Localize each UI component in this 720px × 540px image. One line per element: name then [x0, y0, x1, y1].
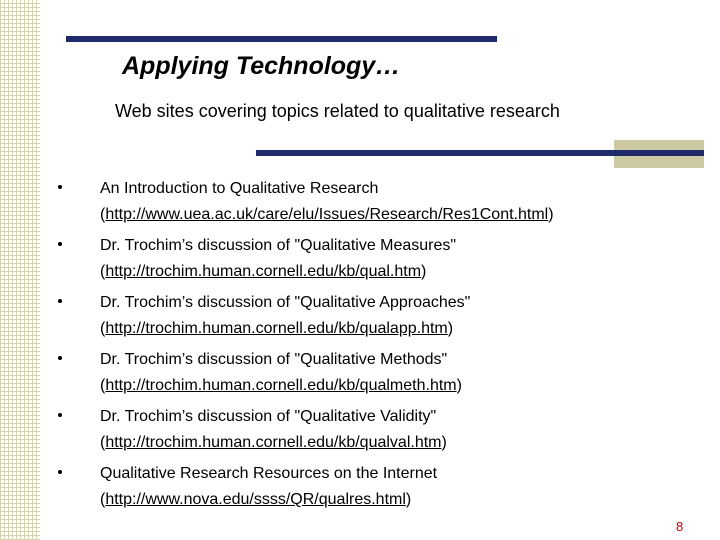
item-title: Dr. Trochim’s discussion of "Qualitative Measures"	[100, 237, 457, 254]
grid-pattern-strip	[0, 0, 40, 540]
item-link[interactable]: http://www.uea.ac.uk/care/elu/Issues/Research/Res1Cont.html	[105, 206, 549, 223]
item-url-line: (http://www.nova.edu/ssss/QR/qualres.html)	[100, 491, 412, 508]
bullet-icon	[58, 356, 62, 360]
bullet-icon	[58, 413, 62, 417]
bullet-icon	[58, 470, 62, 474]
bottom-accent-bar	[256, 150, 704, 156]
slide-title: Applying Technology…	[122, 52, 401, 80]
bullet-icon	[58, 299, 62, 303]
item-url-line: (http://trochim.human.cornell.edu/kb/qualapp.htm)	[100, 320, 454, 337]
bullet-icon	[58, 185, 62, 189]
item-url-line: (http://trochim.human.cornell.edu/kb/qual.htm)	[100, 263, 427, 280]
item-title: Qualitative Research Resources on the Internet	[100, 465, 438, 482]
item-link[interactable]: http://www.nova.edu/ssss/QR/qualres.html	[105, 491, 406, 508]
page-number: 8	[676, 519, 684, 534]
item-title: Dr. Trochim’s discussion of "Qualitative Methods"	[100, 351, 448, 368]
bullet-icon	[58, 242, 62, 246]
item-title: Dr. Trochim’s discussion of "Qualitative Validity"	[100, 408, 437, 425]
item-link[interactable]: http://trochim.human.cornell.edu/kb/qualmeth.htm	[105, 377, 457, 394]
item-link[interactable]: http://trochim.human.cornell.edu/kb/qual.htm	[105, 263, 422, 280]
item-link[interactable]: http://trochim.human.cornell.edu/kb/qualapp.htm	[105, 320, 448, 337]
item-url-line: (http://trochim.human.cornell.edu/kb/qualval.htm)	[100, 434, 447, 451]
item-title: Dr. Trochim’s discussion of "Qualitative Approaches"	[100, 294, 471, 311]
slide-subtitle: Web sites covering topics related to qualitative research	[115, 101, 560, 121]
item-title: An Introduction to Qualitative Research	[100, 180, 379, 197]
item-url-line: (http://www.uea.ac.uk/care/elu/Issues/Research/Res1Cont.html)	[100, 206, 554, 223]
top-accent-bar	[66, 36, 497, 42]
item-link[interactable]: http://trochim.human.cornell.edu/kb/qualval.htm	[105, 434, 442, 451]
item-url-line: (http://trochim.human.cornell.edu/kb/qualmeth.htm)	[100, 377, 462, 394]
